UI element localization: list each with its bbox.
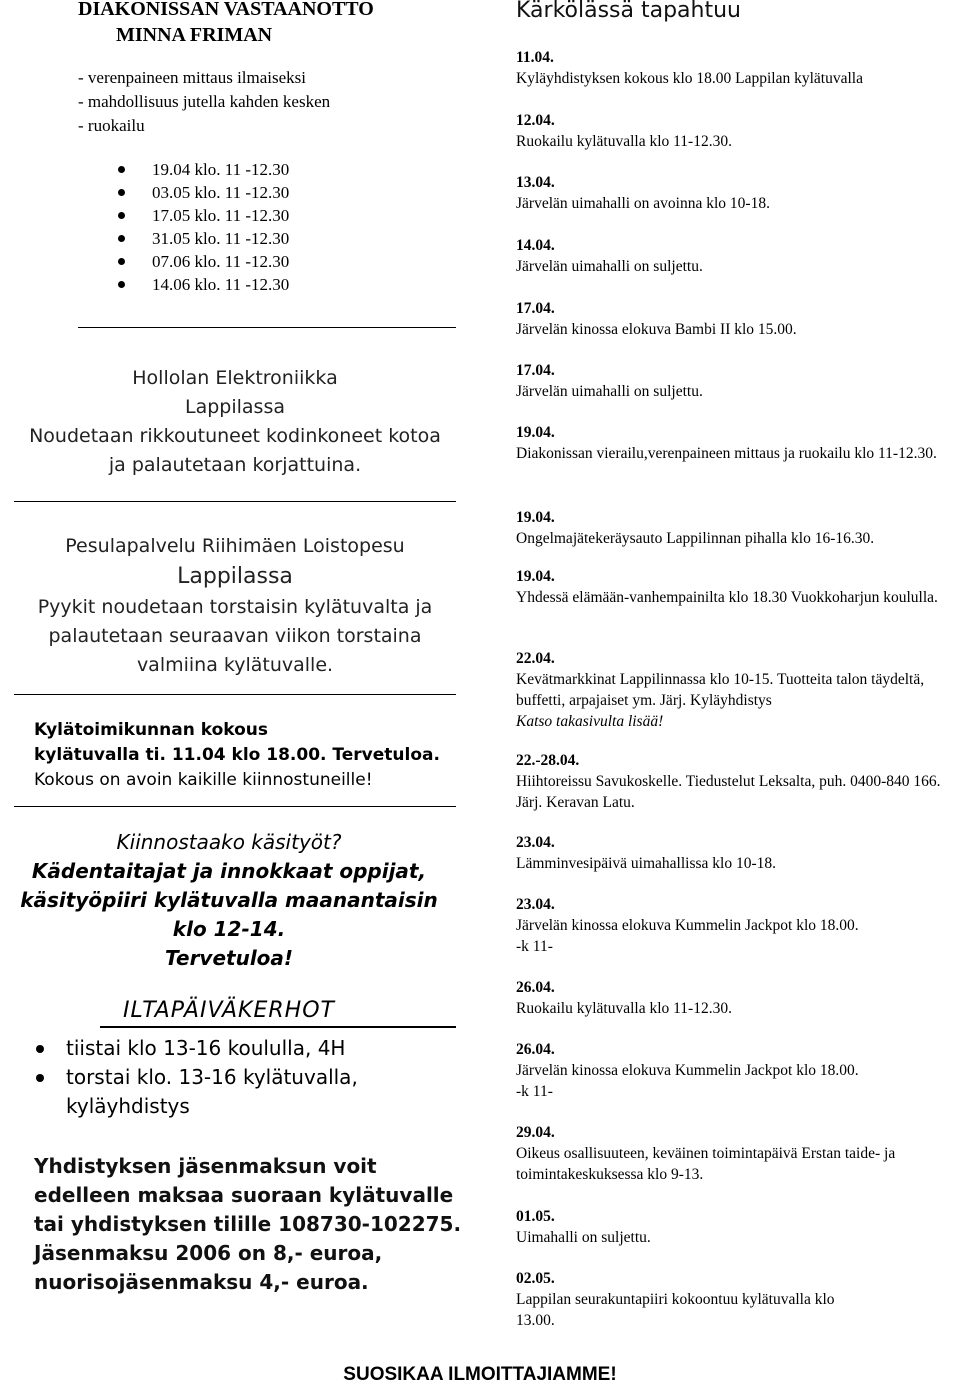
event-date: 26.04.	[516, 1041, 555, 1058]
service-item: - verenpaineen mittaus ilmaiseksi	[78, 68, 307, 87]
event-date: 23.04.	[516, 834, 555, 851]
event-text: Lappilan seurakuntapiiri kokoontuu kylätuvalla klo 13.00.	[516, 1291, 835, 1329]
diakonissa-dates	[118, 158, 289, 296]
kasityo-line: Tervetuloa!	[164, 946, 294, 970]
event-date: 23.04.	[516, 896, 555, 913]
event-item	[516, 1039, 960, 1102]
pesula-ad	[0, 532, 470, 680]
jasenmaksu-line: edelleen maksaa suoraan kylätuvalle	[34, 1183, 454, 1207]
pesula-line: palautetaan seuraavan viikon torstaina	[48, 625, 422, 647]
event-note: Katso takasivulta lisää!	[516, 713, 664, 730]
event-item	[516, 360, 960, 402]
event-date: 29.04.	[516, 1124, 555, 1141]
date-item: 17.05 klo. 11 -12.30	[118, 204, 289, 227]
event-text: Järvelän kinossa elokuva Bambi II klo 15.00.	[516, 321, 797, 338]
event-item	[516, 894, 960, 957]
divider	[14, 806, 456, 807]
divider	[78, 327, 456, 328]
jasenmaksu-line: Yhdistyksen jäsenmaksun voit	[34, 1154, 377, 1178]
kokous-line: Kylätoimikunnan kokous	[34, 720, 269, 740]
event-item	[516, 750, 960, 813]
event-text: Järvelän uimahalli on suljettu.	[516, 258, 703, 275]
hollola-line: Noudetaan rikkoutuneet kodinkoneet kotoa	[29, 425, 441, 447]
diakonissa-title-line: MINNA FRIMAN	[116, 24, 273, 46]
event-date: 22.04.	[516, 650, 555, 667]
right-column	[516, 0, 960, 1387]
hollola-line: Hollolan Elektroniikka	[132, 367, 338, 389]
event-item	[516, 977, 960, 1019]
event-text: Hiihtoreissu Savukoskelle. Tiedustelut Leksalta, puh. 0400-840 166. Järj. Keravan Latu.	[516, 773, 941, 811]
jasenmaksu-notice	[34, 1152, 461, 1297]
event-date: 01.05.	[516, 1208, 555, 1225]
iltapaiva-item: tiistai klo 13-16 koululla, 4H	[36, 1034, 396, 1063]
pesula-line: valmiina kylätuvalle.	[136, 654, 334, 676]
event-date: 26.04.	[516, 979, 555, 996]
diakonissa-title-line: DIAKONISSAN VASTAANOTTO	[78, 0, 374, 20]
date-item: 31.05 klo. 11 -12.30	[118, 227, 289, 250]
event-text: Ruokailu kylätuvalla klo 11-12.30.	[516, 133, 732, 150]
kasityo-line: Kädentaitajat ja innokkaat oppijat,	[31, 859, 427, 883]
left-column	[0, 0, 470, 1387]
event-extra: -k 11-	[516, 1083, 553, 1100]
events-title: Kärkölässä tapahtuu	[516, 0, 741, 23]
date-item: 19.04 klo. 11 -12.30	[118, 158, 289, 181]
kokous-notice	[34, 718, 440, 793]
event-text: Uimahalli on suljettu.	[516, 1229, 651, 1246]
jasenmaksu-line: tai yhdistyksen tilille 108730-102275.	[34, 1212, 462, 1236]
footer-slogan: SUOSIKAA ILMOITTAJIAMME!	[343, 1364, 617, 1385]
jasenmaksu-line: Jäsenmaksu 2006 on 8,- euroa,	[34, 1241, 383, 1265]
divider	[14, 501, 456, 502]
date-item: 14.06 klo. 11 -12.30	[118, 273, 289, 296]
kasityo-line: Kiinnostaako käsityöt?	[116, 830, 342, 854]
event-text: Järvelän uimahalli on suljettu.	[516, 383, 703, 400]
event-text: Yhdessä elämään-vanhempainilta klo 18.30 Vuokkoharjun koululla.	[516, 589, 938, 606]
hollola-line: Lappilassa	[185, 396, 285, 418]
event-text: Järvelän kinossa elokuva Kummelin Jackpot klo 18.00.	[516, 1062, 859, 1079]
event-item	[516, 1206, 960, 1248]
iltapaiva-title: ILTAPÄIVÄKERHOT	[123, 998, 335, 1023]
kasityo-notice	[0, 828, 458, 973]
event-item	[516, 566, 960, 608]
event-item	[516, 422, 960, 464]
diakonissa-title	[78, 0, 374, 48]
event-item	[516, 47, 960, 89]
hollola-ad	[0, 364, 470, 480]
event-item	[516, 110, 960, 152]
event-date: 19.04.	[516, 509, 555, 526]
event-date: 13.04.	[516, 174, 555, 191]
event-text: Lämminvesipäivä uimahallissa klo 10-18.	[516, 855, 777, 872]
hollola-line: ja palautetaan korjattuina.	[108, 454, 362, 476]
event-date: 17.04.	[516, 362, 555, 379]
pesula-line: Pesulapalvelu Riihimäen Loistopesu	[65, 535, 405, 557]
event-text: Diakonissan vierailu,verenpaineen mittaus ja ruokailu klo 11-12.30.	[516, 445, 937, 462]
event-text: Järvelän kinossa elokuva Kummelin Jackpot klo 18.00.	[516, 917, 859, 934]
date-item: 03.05 klo. 11 -12.30	[118, 181, 289, 204]
event-item	[516, 235, 960, 277]
event-text: Ruokailu kylätuvalla klo 11-12.30.	[516, 1000, 732, 1017]
jasenmaksu-line: nuorisojäsenmaksu 4,- euroa.	[34, 1270, 369, 1294]
pesula-line: Pyykit noudetaan torstaisin kylätuvalta ja	[37, 596, 433, 618]
divider	[100, 1026, 456, 1028]
iltapaiva-item: torstai klo. 13-16 kylätuvalla, kyläyhdistys	[36, 1063, 396, 1121]
service-item: - ruokailu	[78, 116, 145, 135]
event-item	[516, 1122, 960, 1185]
event-date: 19.04.	[516, 424, 555, 441]
event-extra: -k 11-	[516, 938, 553, 955]
event-date: 19.04.	[516, 568, 555, 585]
kokous-line: Kokous on avoin kaikille kiinnostuneille!	[34, 770, 373, 790]
event-date: 02.05.	[516, 1270, 555, 1287]
event-date: 11.04.	[516, 49, 554, 66]
event-item	[516, 648, 960, 732]
kokous-line: kylätuvalla ti. 11.04 klo 18.00. Tervetuloa.	[34, 745, 440, 765]
event-item	[516, 298, 960, 340]
event-date: 17.04.	[516, 300, 555, 317]
diakonissa-services	[78, 66, 330, 138]
pesula-line: Lappilassa	[177, 564, 293, 589]
service-item: - mahdollisuus jutella kahden kesken	[78, 92, 331, 111]
event-text: Kyläyhdistyksen kokous klo 18.00 Lappilan kylätuvalla	[516, 70, 863, 87]
event-item	[516, 1268, 846, 1331]
event-text: Järvelän uimahalli on avoinna klo 10-18.	[516, 195, 770, 212]
event-item	[516, 832, 960, 874]
event-date: 14.04.	[516, 237, 555, 254]
event-date: 22.-28.04.	[516, 752, 580, 769]
divider	[14, 694, 456, 695]
event-text: Ongelmajätekeräysauto Lappilinnan pihalla klo 16-16.30.	[516, 530, 875, 547]
event-item	[516, 507, 960, 549]
kasityo-line: klo 12-14.	[172, 917, 286, 941]
iltapaiva-list	[36, 1034, 396, 1121]
event-date: 12.04.	[516, 112, 555, 129]
event-text: Kevätmarkkinat Lappilinnassa klo 10-15. Tuotteita talon täydeltä, buffetti, arpajaiset ym. Järj. Kyläyhdistys	[516, 671, 925, 709]
event-item	[516, 172, 960, 214]
event-text: Oikeus osallisuuteen, keväinen toimintapäivä Erstan taide- ja toimintakeskuksessa klo 9-13.	[516, 1145, 896, 1183]
date-item: 07.06 klo. 11 -12.30	[118, 250, 289, 273]
kasityo-line: käsityöpiiri kylätuvalla maanantaisin	[20, 888, 438, 912]
